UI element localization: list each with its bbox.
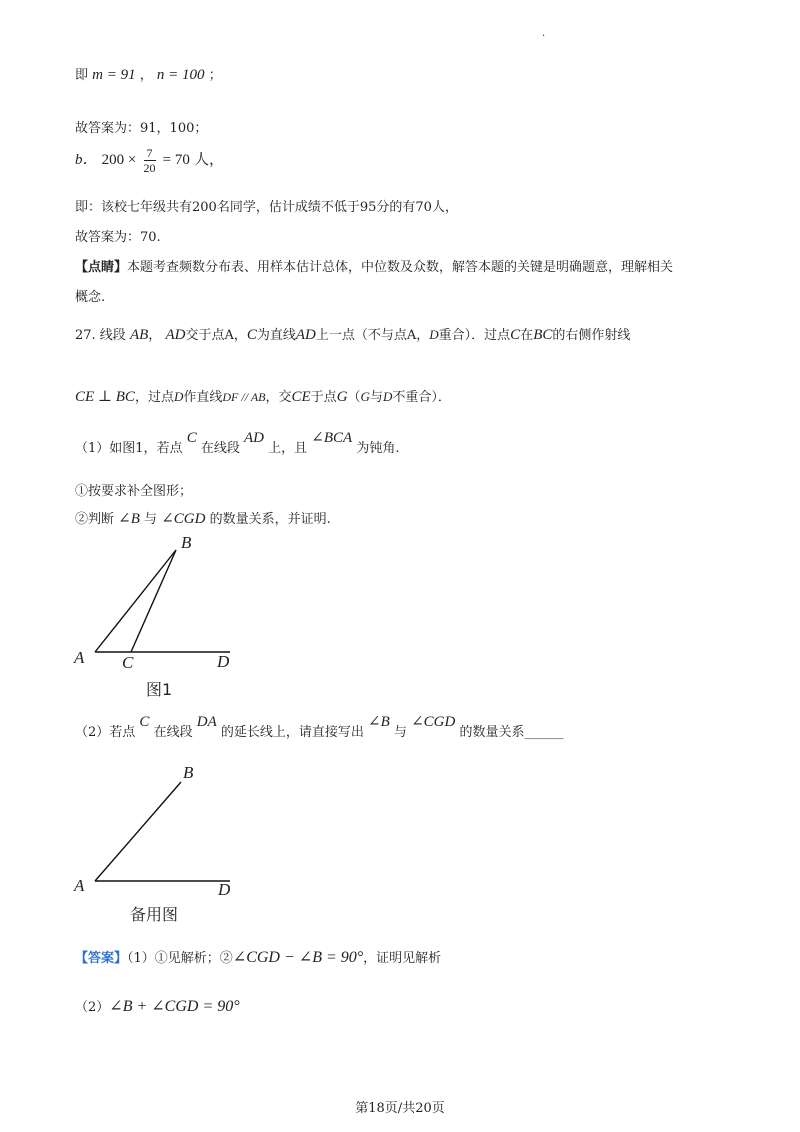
top-dot: . <box>542 28 546 39</box>
sub2-c: 的数量关系，并证明. <box>209 512 331 527</box>
answer-p1a: （1）①见解析；② <box>127 951 233 966</box>
part1-angle-BCA: ∠BCA <box>311 430 353 446</box>
q27-l1-AD2: AD <box>295 327 316 343</box>
answer-p1-math: ∠CGD − ∠B = 90° <box>232 949 364 966</box>
part1-AD: AD <box>244 430 264 446</box>
answer-p2a: （2） <box>75 1000 110 1015</box>
part2-b: 在线段 <box>153 725 193 740</box>
q27-part-1 <box>75 428 399 456</box>
q27-l2-CE: CE <box>291 389 311 405</box>
spare-segment-AB <box>95 782 181 881</box>
part2-a: （2）若点 <box>75 725 136 740</box>
q27-line-2 <box>75 386 451 406</box>
q27-l1-d: 为直线 <box>256 328 296 343</box>
fig2-label-B: B <box>183 763 194 782</box>
answer-line-91-100: 故答案为：91，100； <box>75 121 208 136</box>
q27-l1-h: 的右侧作射线 <box>552 328 631 343</box>
q27-l2-G2: G <box>360 389 370 404</box>
fig1-label-B: B <box>181 533 192 552</box>
figure-spare <box>70 760 270 900</box>
q27-l2-D2: D <box>382 389 393 404</box>
fraction-numerator: 7 <box>144 146 156 161</box>
part2-C: C <box>139 714 150 730</box>
sub2-angle-B: ∠B <box>118 511 140 527</box>
q27-l1-AD: AD <box>165 327 186 343</box>
comment-text-1: 本题考查频数分布表、用样本估计总体，中位数及众数，解答本题的关键是明确题意，理解相关 <box>127 260 674 275</box>
answer-tag: 【答案】 <box>75 951 128 966</box>
sub2-a: ②判断 <box>75 512 115 527</box>
fraction <box>144 146 156 175</box>
part2-e: 的数量关系______ <box>459 725 564 740</box>
sub2-b: 与 <box>144 512 158 527</box>
segment-CB <box>131 550 176 652</box>
calc-rhs: = 70 <box>162 152 190 168</box>
estimate-sentence: 即：该校七年级共有200名同学，估计成绩不低于95分的有70人， <box>75 200 458 215</box>
q27-sub-2 <box>75 508 331 528</box>
part2-angle-CGD: ∠CGD <box>411 714 456 730</box>
comment-line-1 <box>75 256 673 275</box>
q27-l2-CE-perp-BC: CE ⊥ BC <box>75 389 135 405</box>
answer-line-70: 故答案为：70. <box>75 230 161 245</box>
line-b-calc <box>75 146 224 175</box>
q27-l1-f: 重合）．过点 <box>438 328 511 343</box>
fig1-label-A: A <box>74 648 85 667</box>
line-m-n <box>75 64 222 84</box>
line1-suffix: ； <box>208 68 222 83</box>
sub2-angle-CGD: ∠CGD <box>161 511 206 527</box>
fig2-label-A: A <box>74 876 85 895</box>
answer-p1b: ，证明见解析 <box>363 951 442 966</box>
part2-angle-B: ∠B <box>368 714 390 730</box>
q27-l1-c: 交于点A， <box>185 328 247 343</box>
answer-p2-math: ∠B + ∠CGD = 90° <box>109 998 240 1015</box>
q27-l1-e: 上一点（不与点A， <box>315 328 430 343</box>
fig2-label-D: D <box>218 880 231 899</box>
q27-l2-G: G <box>336 389 348 405</box>
q27-l2-b: 作直线 <box>183 390 223 405</box>
q27-sub-1: ①按要求补全图形； <box>75 484 193 499</box>
part1-d: 为钝角. <box>356 441 400 456</box>
part1-c: 上，且 <box>268 441 308 456</box>
q27-l2-DF-parallel-AB: DF // AB <box>222 390 266 404</box>
line3-prefix: b． <box>75 152 98 168</box>
answer-line-1 <box>75 947 441 967</box>
part1-b: 在线段 <box>200 441 240 456</box>
q27-l1-AB: AB <box>129 327 149 343</box>
q27-l1-C: C <box>246 327 257 343</box>
q27-l1-b: ， <box>148 328 162 343</box>
q27-l2-d: 于点 <box>310 390 337 405</box>
q27-l1-a: 27. 线段 <box>75 328 126 343</box>
page-footer: 第18页/共20页 <box>355 1101 445 1116</box>
comment-tag: 【点睛】 <box>75 260 128 275</box>
part1-a: （1）如图1，若点 <box>75 441 183 456</box>
q27-l1-C2: C <box>510 327 521 343</box>
q27-l2-a: ，过点 <box>134 390 174 405</box>
segment-AB <box>95 550 176 652</box>
q27-l1-g: 在 <box>520 328 534 343</box>
part2-d: 与 <box>393 725 407 740</box>
q27-line-1 <box>75 324 630 344</box>
q27-l2-e: （ <box>347 390 361 405</box>
fig2-caption: 备用图 <box>130 905 179 924</box>
fig1-caption: 图1 <box>146 680 173 699</box>
q27-l2-g: 不重合）． <box>392 390 451 405</box>
line1-prefix: 即 <box>75 68 89 83</box>
part2-c: 的延长线上，请直接写出 <box>220 725 364 740</box>
q27-l2-c: ，交 <box>265 390 292 405</box>
calc-unit: 人， <box>194 150 225 168</box>
part2-DA: DA <box>196 714 217 730</box>
fig1-label-D: D <box>217 652 230 671</box>
q27-l2-D: D <box>173 389 184 404</box>
fig1-label-C: C <box>122 653 134 672</box>
part1-C: C <box>186 430 197 446</box>
m-equation: m = 91 <box>92 67 136 83</box>
q27-l2-f: 与 <box>369 390 383 405</box>
q27-part-2 <box>75 712 563 740</box>
calc-lhs: 200 × <box>101 152 137 168</box>
fraction-denominator: 20 <box>143 161 156 175</box>
line1-sep: ， <box>139 68 153 83</box>
comment-line-2: 概念. <box>75 290 106 305</box>
answer-line-2 <box>75 996 240 1016</box>
n-equation: n = 100 <box>156 67 205 83</box>
q27-l1-BC: BC <box>533 327 553 343</box>
q27-l1-D: D <box>429 327 439 342</box>
